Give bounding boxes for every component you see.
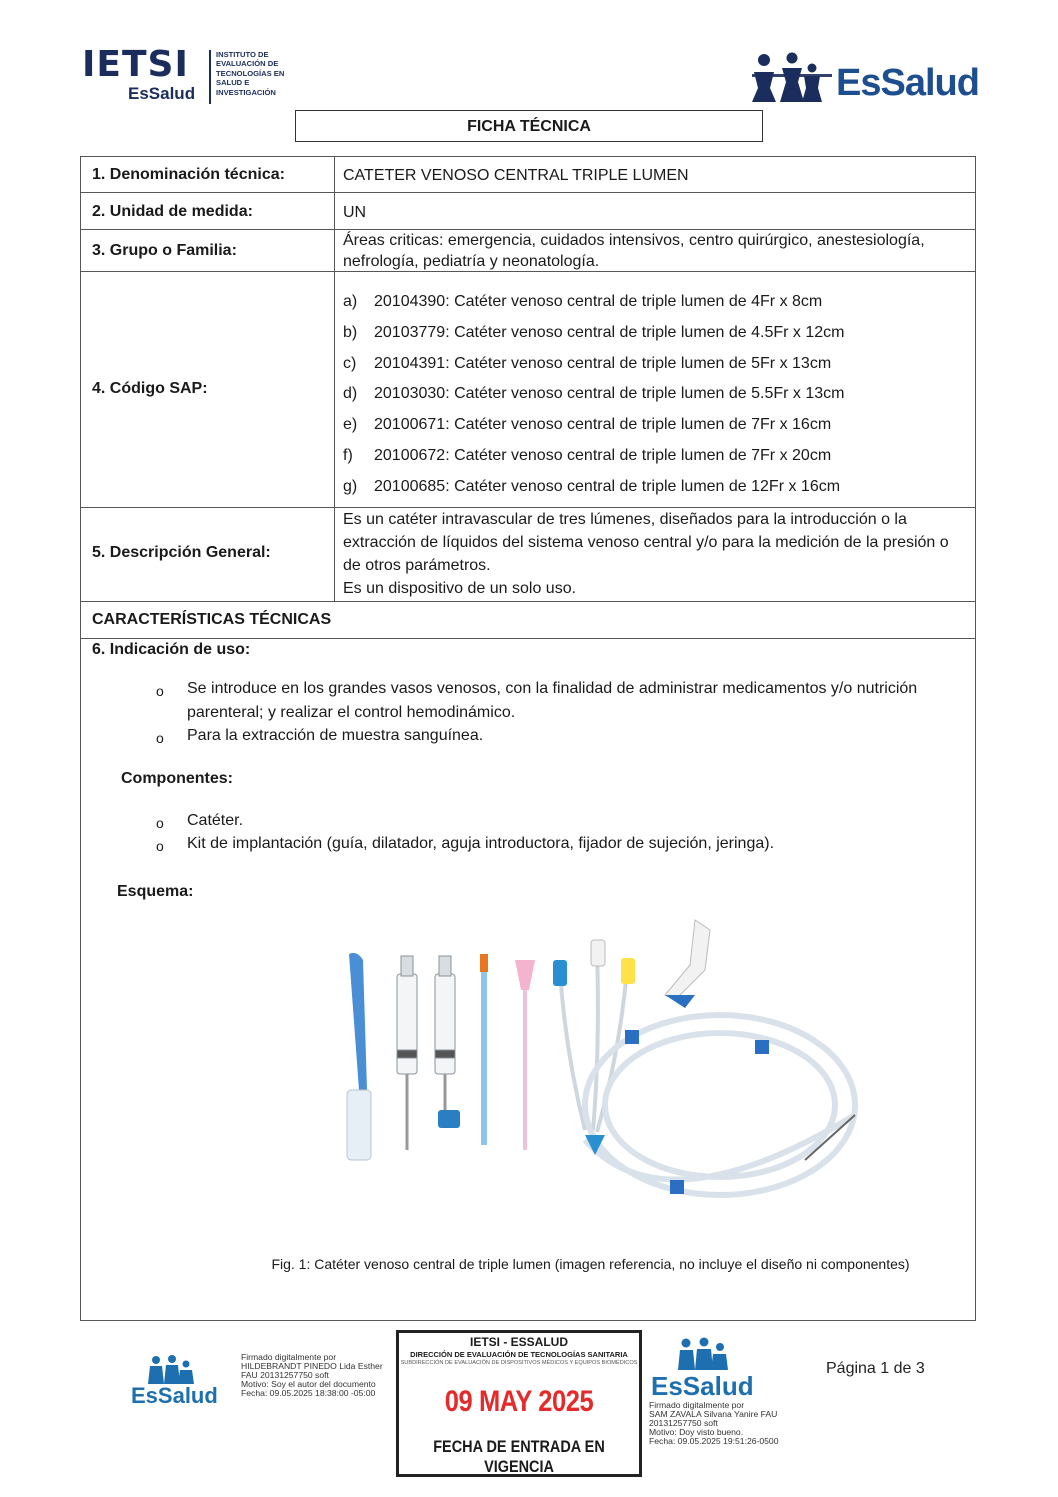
value-grupo: Áreas criticas: emergencia, cuidados intensivos, centro quirúrgico, anestesiología, nefrología, pediatría y neonatología. [343,232,925,270]
value-unidad: UN [343,204,367,221]
sap-code-letter: c) [343,355,357,372]
blue-clamp-icon [670,1180,684,1194]
suture-wing-icon [665,920,710,1008]
section-title-caracteristicas: CARACTERÍSTICAS TÉCNICAS [92,611,332,628]
blue-connector-icon [553,960,567,986]
introducer-needle-icon [515,960,535,1150]
value-denominacion: CATETER VENOSO CENTRAL TRIPLE LUMEN [343,167,689,184]
sap-code-letter: b) [343,324,358,341]
sap-code-text: 20103030: Catéter venoso central de triple lumen de 5.5Fr x 13cm [374,385,845,402]
ietsi-logo-sub: EsSalud [128,84,196,103]
footer-essalud-word-right: EsSalud [651,1371,754,1401]
page-number: Página 1 de 3 [826,1360,925,1377]
bullet-marker: o [156,730,164,746]
sap-code-text: 20100685: Catéter venoso central de triple lumen de 12Fr x 16cm [374,478,841,495]
sap-code-item [343,478,840,496]
signature-left: Firmado digitalmente por HILDEBRANDT PINEDO Lida Esther FAU 20131257750 soft Motivo: Soy el autor del documento Fecha: 09.05.2025 18:38:00 -05:00 [241,1352,383,1398]
catheter-lumen-icon [560,950,627,1132]
descripcion-paragraph: Es un catéter intravascular de tres lúmenes, diseñados para la introducción o la extracción de líquidos del sistema venoso central y/o para la medición de la presión o de otros parámetros. [343,511,949,574]
descripcion-single-use: Es un dispositivo de un solo uso. [343,580,577,597]
sap-code-letter: e) [343,416,358,433]
stamp-direction: DIRECCIÓN DE EVALUACIÓN DE TECNOLOGÍAS SANITARIA [410,1350,628,1359]
row-divider [80,638,976,639]
sap-code-text: 20104391: Catéter venoso central de triple lumen de 5Fr x 13cm [374,355,832,372]
component-item: Catéter. [187,812,244,829]
blue-clamp-icon [755,1040,769,1054]
stamp-title: IETSI - ESSALUD [469,1335,568,1349]
sap-code-letter: d) [343,385,358,402]
sap-code-letter: g) [343,478,358,495]
sap-code-item [343,416,831,434]
value-descripcion [343,508,963,600]
label-codigo-sap: 4. Código SAP: [92,380,208,397]
use-item: Para la extracción de muestra sanguínea. [187,727,484,744]
column-divider [334,156,335,601]
catheter-kit-image [335,910,875,1230]
use-item: Se introduce en los grandes vasos venosos, con la finalidad de administrar medicamentos y/o nutrición parenteral; y realizar el control hemodinámico. [187,680,918,721]
sap-code-item [343,447,831,465]
ietsi-institute-name: INSTITUTO DE EVALUACIÓN DE TECNOLOGÍAS EN SALUD E INVESTIGACIÓN [216,50,285,97]
sap-code-text: 20104390: Catéter venoso central de triple lumen de 4Fr x 8cm [374,293,823,310]
label-descripcion: 5. Descripción General: [92,544,271,561]
essalud-logo-word: EsSalud [836,62,979,104]
sap-code-item [343,293,822,311]
scalpel-icon [347,953,371,1160]
label-denominacion: 1. Denominación técnica: [92,166,285,183]
stamp-footer: FECHA DE ENTRADA EN VIGENCIA [433,1437,605,1476]
white-connector-icon [591,940,605,966]
sap-code-text: 20103779: Catéter venoso central de triple lumen de 4.5Fr x 12cm [374,324,845,341]
sap-code-item [343,385,845,403]
sap-code-letter: f) [343,447,353,464]
label-indicacion: 6. Indicación de uso: [92,641,251,658]
essalud-family-icon [148,1355,194,1385]
footer-essalud-word-left: EsSalud [131,1383,218,1408]
signature-right: Firmado digitalmente por SAM ZAVALA Silvana Yanire FAU 20131257750 soft Motivo: Doy visto bueno. Fecha: 09.05.2025 19:51:26-0500 [649,1400,779,1446]
schema-title: Esquema: [117,883,194,900]
bullet-marker: o [156,683,164,699]
bullet-marker: o [156,815,164,831]
sap-code-letter: a) [343,293,358,310]
label-unidad: 2. Unidad de medida: [92,203,253,220]
essalud-family-icon [678,1337,728,1371]
ietsi-logo-divider [209,50,211,104]
stamp-date: 09 MAY 2025 [444,1385,594,1418]
dilator-icon [480,954,488,1145]
figure-caption: Fig. 1: Catéter venoso central de triple lumen (imagen referencia, no incluye el diseño ni componentes) [271,1256,910,1272]
blue-clamp-icon [625,1030,639,1044]
yellow-connector-icon [621,958,635,984]
syringe-icon [397,956,417,1150]
fixing-clip-icon [438,1110,460,1128]
sap-code-item [343,324,845,342]
row-divider [80,192,976,193]
ietsi-logo-word: IETSI [82,44,189,85]
components-title: Componentes: [121,770,233,787]
essalud-family-icon [752,52,832,104]
syringe-icon [435,956,455,1110]
bullet-marker: o [156,838,164,854]
stamp-subdirection: SUBDIRECCIÓN DE EVALUACIÓN DE DISPOSITIVOS MÉDICOS Y EQUIPOS BIOMÉDICOS [400,1360,638,1366]
sap-code-text: 20100671: Catéter venoso central de triple lumen de 7Fr x 16cm [374,416,832,433]
document-title: FICHA TÉCNICA [295,110,763,142]
label-grupo: 3. Grupo o Familia: [92,242,237,259]
sap-code-item [343,355,831,373]
row-divider [80,601,976,602]
sap-code-text: 20100672: Catéter venoso central de triple lumen de 7Fr x 20cm [374,447,832,464]
component-item: Kit de implantación (guía, dilatador, aguja introductora, fijador de sujeción, jeringa). [187,835,775,852]
